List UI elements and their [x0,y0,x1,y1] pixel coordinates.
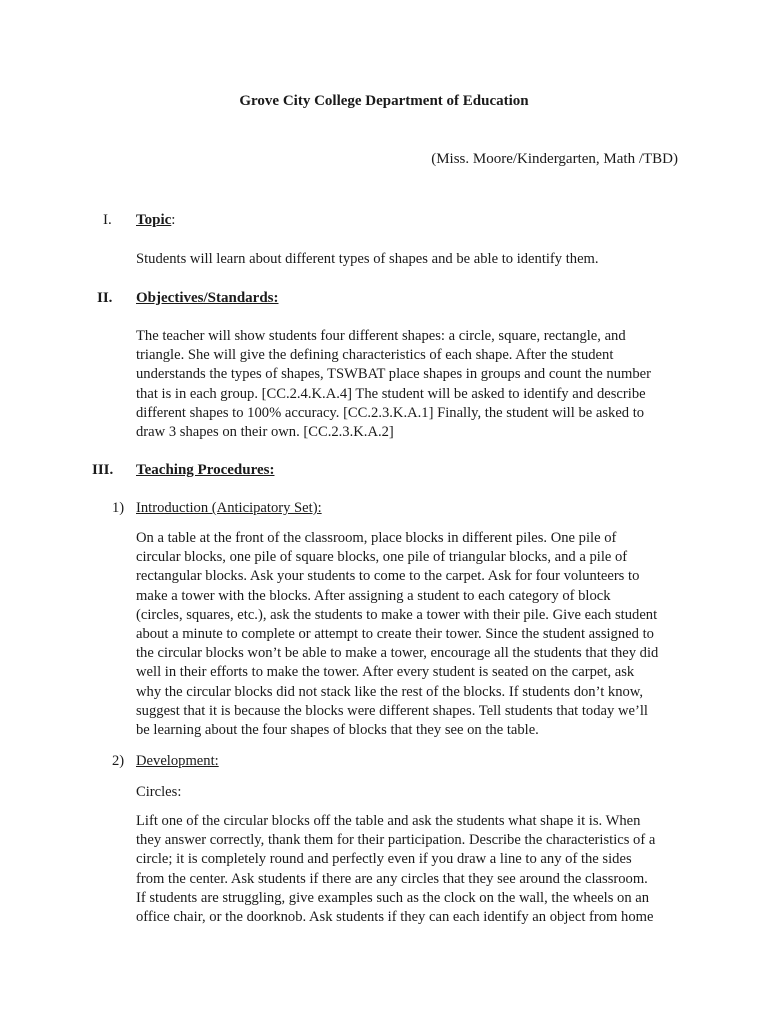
text-line: well in their efforts to make the tower. After every student is seated on the carpet, ask [136,664,635,681]
text-line: the circular blocks won’t be able to make a tower, encourage all the students that they did [136,645,659,662]
section-1-heading: Topic [136,212,172,228]
text-line: Lift one of the circular blocks off the table and ask the students what shape it is. When [136,813,641,829]
text-line: that is in each group. [CC.2.4.K.A.4] The student will be asked to identify and describe [136,385,646,402]
text-line: make a tower with the blocks. After assigning a student to each category of block [136,587,611,604]
text-line: (circles, squares, etc.), ask the students to make a tower with their pile. Give each student [136,606,658,623]
section-1-heading-wrap [136,212,175,229]
section-2-number: II. [97,290,113,306]
section-1-body: Students will learn about different types of shapes and be able to identify them. [136,251,599,267]
text-line: If students are struggling, give examples such as the clock on the wall, the wheels on an [136,889,650,906]
item-2-heading: Development: [136,753,219,769]
section-3-heading: Teaching Procedures: [136,462,275,478]
item-1-body [136,529,680,740]
text-line: rectangular blocks. Ask your students to come to the carpet. Ask for four volunteers to [136,568,640,585]
text-line: from the center. Ask students if there are any circles that they see around the classroom. [136,870,648,887]
text-line: The teacher will show students four different shapes: a circle, square, rectangle, and [136,328,626,344]
text-line: circular blocks, one pile of square blocks, one pile of triangular blocks, and a pile of [136,549,628,566]
section-2-body [136,327,680,442]
lesson-info: (Miss. Moore/Kindergarten, Math /TBD) [431,151,678,167]
text-line: understands the types of shapes, TSWBAT place shapes in groups and count the number [136,366,652,383]
section-1-heading-colon: : [171,212,176,228]
text-line: be learning about the four shapes of blocks that they see on the table. [136,722,539,739]
text-line: On a table at the front of the classroom, place blocks in different piles. One pile of [136,530,617,546]
section-1-number: I. [103,212,112,228]
text-line: why the circular blocks did not stack like the rest of the blocks. If students don’t know, [136,683,644,700]
item-2-subheading: Circles: [136,784,182,800]
text-line: they answer correctly, thank them for their participation. Describe the characteristics of a [136,832,656,849]
item-2-body [136,812,680,927]
text-line: suggest that it is because the blocks were different shapes. Tell students that today we’ll [136,702,648,719]
text-line: about a minute to complete or attempt to create their tower. Since the student assigned to [136,626,654,643]
item-2-number: 2) [112,753,125,769]
section-2-heading: Objectives/Standards: [136,290,279,306]
text-line: circle; it is completely round and perfectly even if you draw a line to any of the sides [136,851,632,868]
item-1-number: 1) [112,500,125,516]
text-line: office chair, or the doorknob. Ask students if they can each identify an object from home [136,909,654,926]
item-1-heading: Introduction (Anticipatory Set): [136,500,322,516]
text-line: different shapes to 100% accuracy. [CC.2.3.K.A.1] Finally, the student will be asked to [136,404,645,421]
section-3-number: III. [92,462,114,478]
text-line: draw 3 shapes on their own. [CC.2.3.K.A.2] [136,424,394,441]
document-title: Grove City College Department of Education [239,93,529,109]
text-line: triangle. She will give the defining characteristics of each shape. After the student [136,347,614,364]
